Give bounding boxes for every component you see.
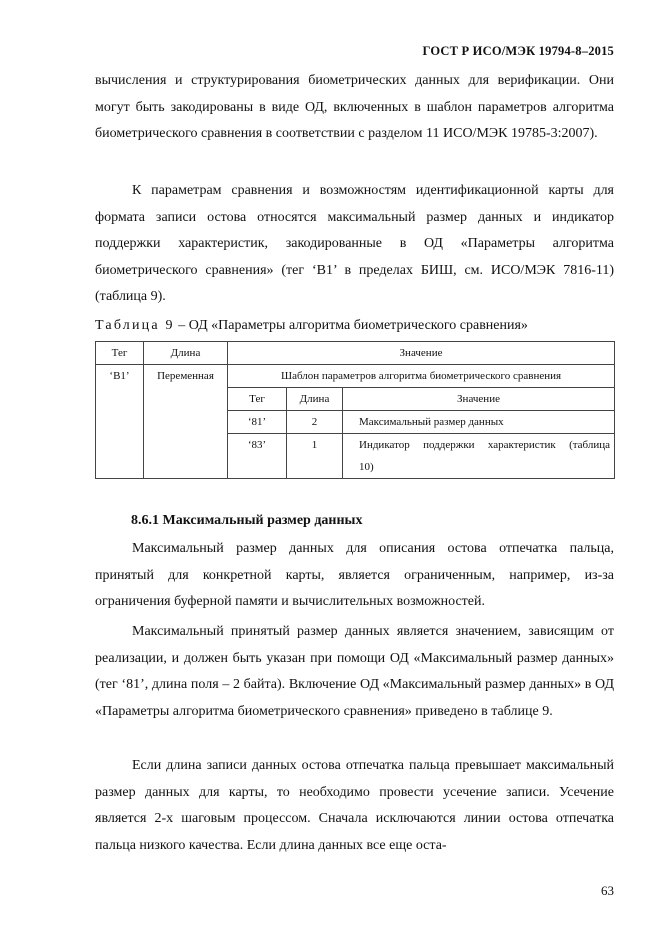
section-heading: 8.6.1 Максимальный размер данных — [131, 513, 363, 528]
paragraph-2-text: К параметрам сравнения и возможностям идентификационной карты для формата записи остова относятся максимальный размер данных и индикатор поддержки характеристик, закодированные в ОД «Параметры алгоритма биометрического сравнения» (тег ‘B1’ в пределах БИШ, см. ИСО/МЭК 7816-11) (таблица 9). — [95, 183, 614, 304]
cell-length-b1: Переменная — [144, 365, 228, 479]
paragraph-5 — [95, 753, 614, 859]
table-row-b1 — [96, 365, 615, 388]
inner-header-value: Значение — [343, 388, 615, 411]
cell-tag: ‘83’ — [228, 434, 287, 479]
cell-value: Индикатор поддержки характеристик (таблица 10) — [343, 434, 615, 479]
cell-length: 2 — [287, 411, 343, 434]
inner-header-tag: Тег — [228, 388, 287, 411]
paragraph-5-text: Если длина записи данных остова отпечатка пальца превышает максимальный размер данных для карты, то необходимо провести усечение записи. Усечение является 2-х шаговым процессом. Сначала исключаются линии остова отпечатка пальца низкого качества. Если длина данных все еще оста- — [95, 758, 614, 853]
header-value: Значение — [228, 342, 615, 365]
paragraph-3-text: Максимальный размер данных для описания остова отпечатка пальца, принятый для конкретной карты, является ограниченным, например, из-за ограничения буферной памяти и вычислительных возможностей. — [95, 541, 614, 609]
cell-tag-b1: ‘B1’ — [96, 365, 144, 479]
table-caption-prefix: Таблица 9 — [95, 318, 175, 333]
header-length: Длина — [144, 342, 228, 365]
table-9 — [95, 341, 615, 479]
cell-value: Максимальный размер данных — [343, 411, 615, 434]
header-tag: Тег — [96, 342, 144, 365]
paragraph-4-text: Максимальный принятый размер данных является значением, зависящим от реализации, и должен быть указан при помощи ОД «Максимальный размер данных» (тег ‘81’, длина поля – 2 байта). Включение ОД «Максимальный размер данных» в ОД «Параметры алгоритма биометрического сравнения» приведено в таблице 9. — [95, 624, 614, 719]
table-caption-text: – ОД «Параметры алгоритма биометрического сравнения» — [174, 318, 528, 333]
inner-header-length: Длина — [287, 388, 343, 411]
paragraph-2 — [95, 178, 614, 311]
paragraph-3 — [95, 536, 614, 616]
cell-value-b1: Шаблон параметров алгоритма биометрического сравнения — [228, 365, 615, 388]
page-number: 63 — [601, 883, 614, 898]
paragraph-1: вычисления и структурирования биометрических данных для верификации. Они могут быть закодированы в виде ОД, включенных в шаблон параметров алгоритма биометрического сравнения в соответствии с разделом 11 ИСО/МЭК 19785-3:2007). — [95, 73, 614, 141]
document-header: ГОСТ Р ИСО/МЭК 19794-8–2015 — [422, 44, 614, 58]
cell-tag: ‘81’ — [228, 411, 287, 434]
table-caption — [95, 318, 528, 334]
table-header-row — [96, 342, 615, 365]
cell-length: 1 — [287, 434, 343, 479]
paragraph-4 — [95, 619, 614, 725]
